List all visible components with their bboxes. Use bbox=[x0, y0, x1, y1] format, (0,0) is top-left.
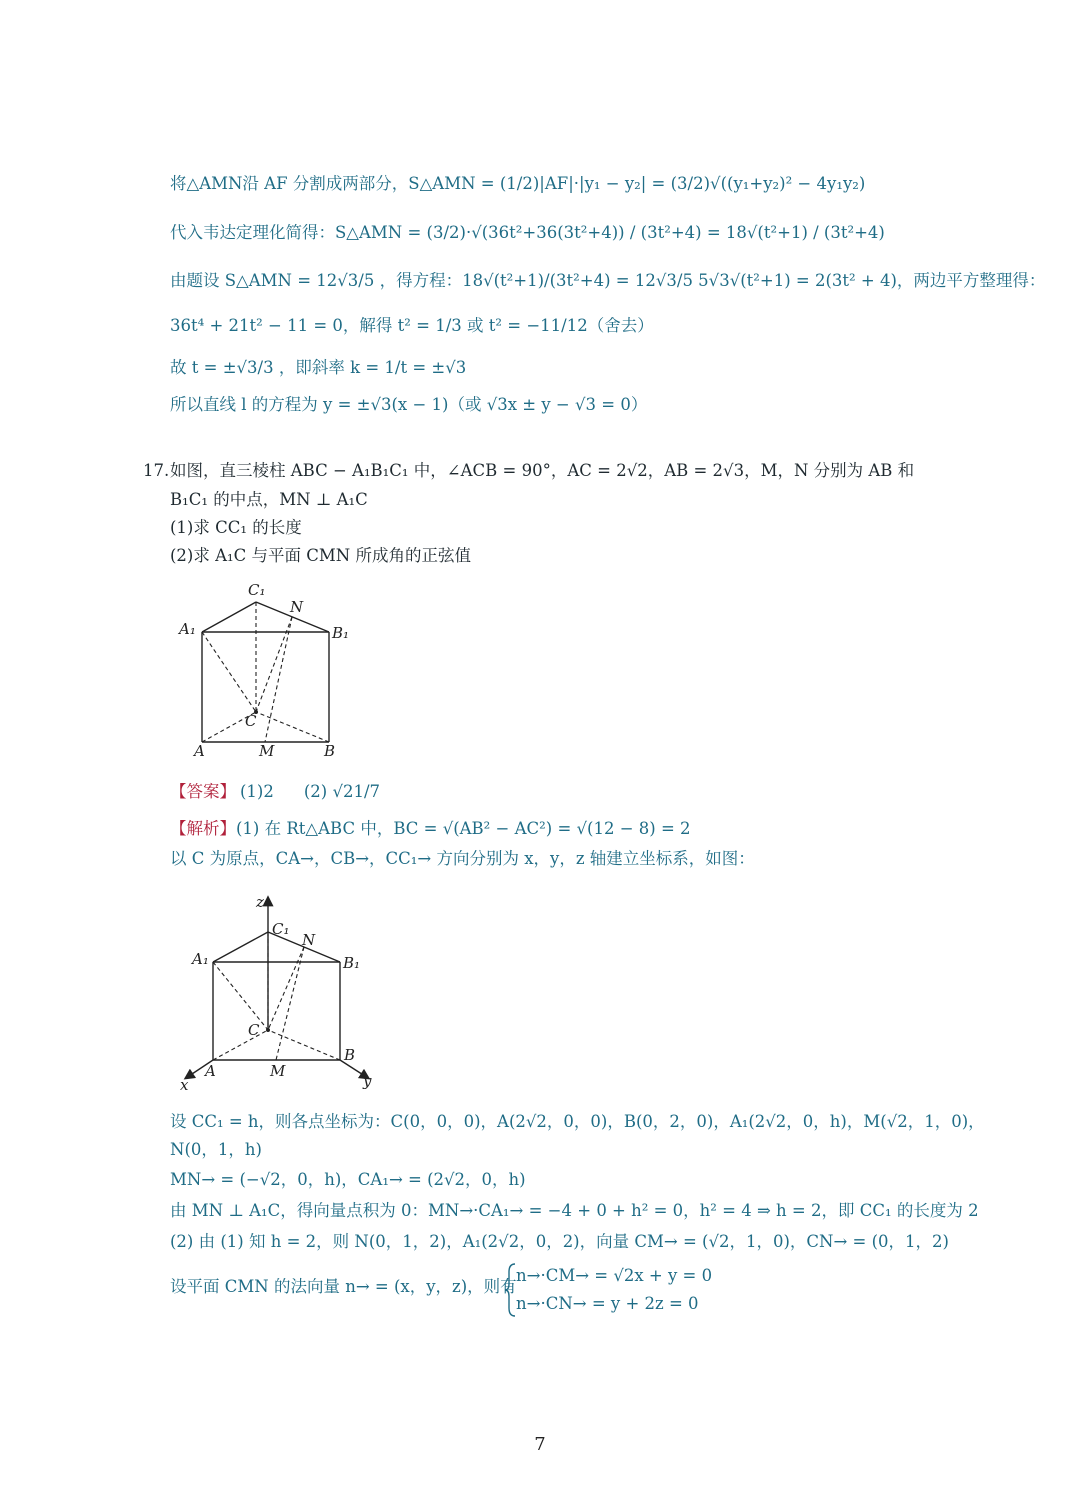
label-m: M bbox=[270, 1062, 286, 1080]
label-c: C bbox=[248, 1021, 260, 1039]
label-b: B bbox=[344, 1046, 356, 1064]
solution-line-result: 所以直线 l 的方程为 y = ±√3(x − 1)（或 √3x ± y − √3 = 0） bbox=[170, 395, 648, 414]
answer-part2: (2) √21/7 bbox=[303, 782, 381, 801]
label-m: M bbox=[259, 742, 275, 760]
segment-a1c bbox=[213, 962, 268, 1030]
label-c1: C₁ bbox=[272, 920, 290, 938]
solution-line-slope: 故 t = ±√3/3 ，即斜率 k = 1/t = ±√3 bbox=[170, 358, 467, 377]
answer-tag: 【答案】 bbox=[170, 782, 236, 801]
problem-statement-line2: B₁C₁ 的中点，MN ⊥ A₁C bbox=[170, 490, 368, 509]
label-a1: A₁ bbox=[179, 620, 196, 638]
solution-line-vieta: 代入韦达定理化简得：S△AMN = (3/2)·√(36t²+36(3t²+4)) / (3t²+4) = 18√(t²+1) / (3t²+4) bbox=[170, 223, 885, 242]
analysis-tag: 【解析】 bbox=[170, 819, 236, 838]
coordinate-figure bbox=[170, 890, 400, 1094]
answer-row bbox=[170, 784, 380, 801]
edge-bc bbox=[256, 712, 329, 742]
label-b1: B₁ bbox=[343, 954, 361, 972]
label-a: A bbox=[194, 742, 205, 760]
solution-line-equation: 由题设 S△AMN = 12√3/5 ，得方程：18√(t²+1)/(3t²+4) = 12√3/5 5√3√(t²+1) = 2(3t² + 4)，两边平方整理得： bbox=[170, 271, 1046, 290]
coords-line6: 设平面 CMN 的法向量 n→ = (x，y，z)，则有 bbox=[170, 1277, 517, 1296]
coords-line3: MN→ = (−√2，0，h)，CA₁→ = (2√2，0，h) bbox=[170, 1170, 526, 1189]
edge-bc bbox=[268, 1030, 340, 1060]
page-number: 7 bbox=[534, 1434, 546, 1455]
label-y: y bbox=[363, 1072, 372, 1090]
analysis-line1: (1) 在 Rt△ABC 中，BC = √(AB² − AC²) = √(12 − 8) = 2 bbox=[236, 819, 691, 838]
system-eq2: n→·CN→ = y + 2z = 0 bbox=[516, 1294, 699, 1313]
solution-line-quartic: 36t⁴ + 21t² − 11 = 0，解得 t² = 1/3 或 t² = −11/12（舍去） bbox=[170, 316, 654, 335]
label-c1: C₁ bbox=[248, 581, 266, 599]
edge-a1c1 bbox=[213, 932, 268, 962]
problem-number: 17. bbox=[143, 461, 170, 480]
edge-a1c1 bbox=[202, 602, 256, 632]
coords-line1: 设 CC₁ = h，则各点坐标为：C(0，0，0)，A(2√2，0，0)，B(0，2，0)，A₁(2√2，0，h)，M(√2，1，0)， bbox=[170, 1112, 985, 1131]
edge-ac bbox=[213, 1030, 268, 1060]
prism-figure bbox=[170, 578, 370, 764]
label-z: z bbox=[256, 893, 264, 911]
question-2: (2)求 A₁C 与平面 CMN 所成角的正弦值 bbox=[170, 546, 471, 565]
system-eq1: n→·CM→ = √2x + y = 0 bbox=[516, 1266, 713, 1285]
analysis-line2: 以 C 为原点，CA→，CB→，CC₁→ 方向分别为 x，y，z 轴建立坐标系，如图： bbox=[170, 849, 755, 868]
answer-part1: (1)2 bbox=[240, 782, 274, 801]
label-x: x bbox=[180, 1076, 189, 1094]
label-n: N bbox=[302, 931, 316, 949]
coords-line4: 由 MN ⊥ A₁C，得向量点积为 0：MN→·CA₁→ = −4 + 0 + h² = 0，h² = 4 ⇒ h = 2，即 CC₁ 的长度为 2 bbox=[170, 1201, 979, 1220]
solution-line-area-split: 将△AMN沿 AF 分割成两部分，S△AMN = (1/2)|AF|·|y₁ − y₂| = (3/2)√((y₁+y₂)² − 4y₁y₂) bbox=[170, 174, 866, 193]
analysis-row bbox=[170, 821, 691, 838]
segment-cn bbox=[256, 617, 292, 712]
label-b: B bbox=[324, 742, 336, 760]
label-a: A bbox=[205, 1062, 216, 1080]
coords-line2: N(0，1，h) bbox=[170, 1140, 262, 1159]
question-1: (1)求 CC₁ 的长度 bbox=[170, 518, 302, 537]
label-a1: A₁ bbox=[192, 950, 209, 968]
label-n: N bbox=[290, 598, 304, 616]
label-b1: B₁ bbox=[332, 624, 350, 642]
label-c: C bbox=[245, 712, 257, 730]
segment-mn bbox=[265, 617, 292, 742]
segment-a1c bbox=[202, 632, 256, 712]
problem-statement-line1: 如图，直三棱柱 ABC − A₁B₁C₁ 中，∠ACB = 90°，AC = 2√2，AB = 2√3，M，N 分别为 AB 和 bbox=[170, 461, 915, 480]
coords-line5: (2) 由 (1) 知 h = 2，则 N(0，1，2)，A₁(2√2，0，2)，向量 CM→ = (√2，1，0)，CN→ = (0，1，2) bbox=[170, 1232, 949, 1251]
